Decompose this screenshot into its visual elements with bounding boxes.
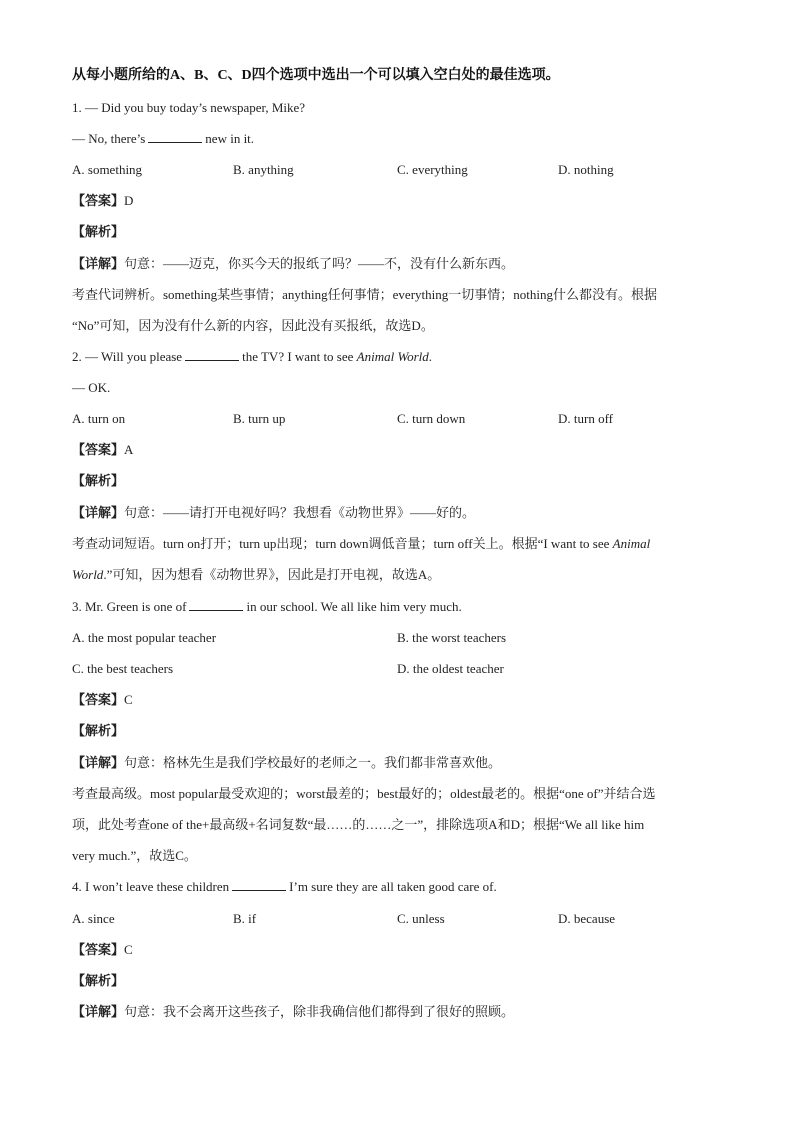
q2-option-d: D. turn off [558,411,614,426]
q1-answer [72,191,133,211]
q2-explanation-pre: 考查动词短语。turn on打开；turn up出现；turn down调低音量；turn off关上。根据“I want to see [72,536,610,551]
q2-explanation-italic2: World [72,567,104,582]
q4-stem-line1 [72,877,497,897]
q1-blank [148,130,202,143]
q4-option-b: B. if [233,911,257,926]
q1-option-a: A. something [72,162,143,177]
q1-stem-line2-post: new in it. [205,131,255,146]
instruction-heading: 从每小题所给的A、B、C、D四个选项中选出一个可以填入空白处的最佳选项。 [72,68,560,83]
q3-option-a: A. the most popular teacher [72,630,217,645]
q3-explanation-line1: 考查最高级。most popular最受欢迎的；worst最差的；best最好的；oldest最老的。根据“one of”并结合选 [72,786,656,801]
q3-explanation-line3: very much.”，故选C。 [72,848,197,863]
q1-stem-line1: 1. — Did you buy today’s newspaper, Mike? [72,100,306,115]
detail-label: 【详解】 [72,505,125,520]
q4-option-c: C. unless [397,911,445,926]
q1-detail-text: 句意：——迈克，你买今天的报纸了吗？——不，没有什么新东西。 [124,256,515,271]
answer-label: 【答案】 [72,942,125,957]
q4-stem-post: I’m sure they are all taken good care of. [289,879,497,894]
detail-label: 【详解】 [72,256,125,271]
q4-stem-pre: 4. I won’t leave these children [72,879,230,894]
q4-blank [232,878,286,891]
q2-explanation-italic1: Animal [612,536,651,551]
q4-detail-text: 句意：我不会离开这些孩子，除非我确信他们都得到了很好的照顾。 [124,1004,515,1019]
q3-answer [72,690,133,710]
q1-stem-line2 [72,129,254,149]
q3-answer-value: C [124,692,133,707]
q1-analysis-label: 【解析】 [72,224,125,239]
q4-answer [72,940,133,960]
q3-option-c: C. the best teachers [72,661,174,676]
q2-stem-mid: the TV? I want to see [242,349,354,364]
q2-stem-line1 [72,347,432,367]
q2-analysis-label: 【解析】 [72,473,125,488]
q2-blank [185,348,239,361]
q1-detail [72,254,514,274]
q2-option-a: A. turn on [72,411,126,426]
q4-option-d: D. because [558,911,616,926]
q3-option-d: D. the oldest teacher [397,661,504,676]
q1-explanation-line1: 考查代词辨析。something某些事情；anything任何事情；everything一切事情；nothing什么都没有。根据 [72,287,657,302]
q1-option-d: D. nothing [558,162,614,177]
q3-blank [189,598,243,611]
answer-label: 【答案】 [72,193,125,208]
q4-detail [72,1002,514,1022]
detail-label: 【详解】 [72,755,125,770]
q4-analysis-label: 【解析】 [72,973,125,988]
q2-stem-line2: — OK. [72,380,111,395]
q2-stem-pre: 2. — Will you please [72,349,183,364]
q2-stem-italic: Animal World [356,349,429,364]
q4-answer-value: C [124,942,133,957]
q1-option-c: C. everything [397,162,468,177]
q1-explanation-line2: “No”可知，因为没有什么新的内容，因此没有买报纸，故选D。 [72,318,434,333]
q1-stem-line2-pre: — No, there’s [72,131,146,146]
q2-option-c: C. turn down [397,411,466,426]
answer-label: 【答案】 [72,692,125,707]
q1-option-b: B. anything [233,162,294,177]
q2-answer-value: A [124,442,134,457]
q3-stem-post: in our school. We all like him very much. [246,599,462,614]
q2-explanation-line1 [72,534,650,554]
q2-detail [72,503,475,523]
q4-option-a: A. since [72,911,115,926]
q3-analysis-label: 【解析】 [72,723,125,738]
q2-answer [72,440,133,460]
answer-label: 【答案】 [72,442,125,457]
q2-stem-end: . [428,349,433,364]
q3-option-b: B. the worst teachers [397,630,507,645]
q3-detail-text: 句意：格林先生是我们学校最好的老师之一。我们都非常喜欢他。 [124,755,502,770]
q3-stem-line1 [72,597,462,617]
q2-detail-text: 句意：——请打开电视好吗？我想看《动物世界》——好的。 [124,505,476,520]
q1-answer-value: D [124,193,134,208]
q2-explanation-post: .”可知，因为想看《动物世界》，因此是打开电视，故选A。 [103,567,441,582]
detail-label: 【详解】 [72,1004,125,1019]
q3-detail [72,753,501,773]
q3-stem-pre: 3. Mr. Green is one of [72,599,187,614]
q2-option-b: B. turn up [233,411,286,426]
q3-explanation-line2: 项，此处考查one of the+最高级+名词复数“最……的……之一”，排除选项A和D；根据“We all like him [72,817,645,832]
q2-explanation-line2 [72,565,440,585]
